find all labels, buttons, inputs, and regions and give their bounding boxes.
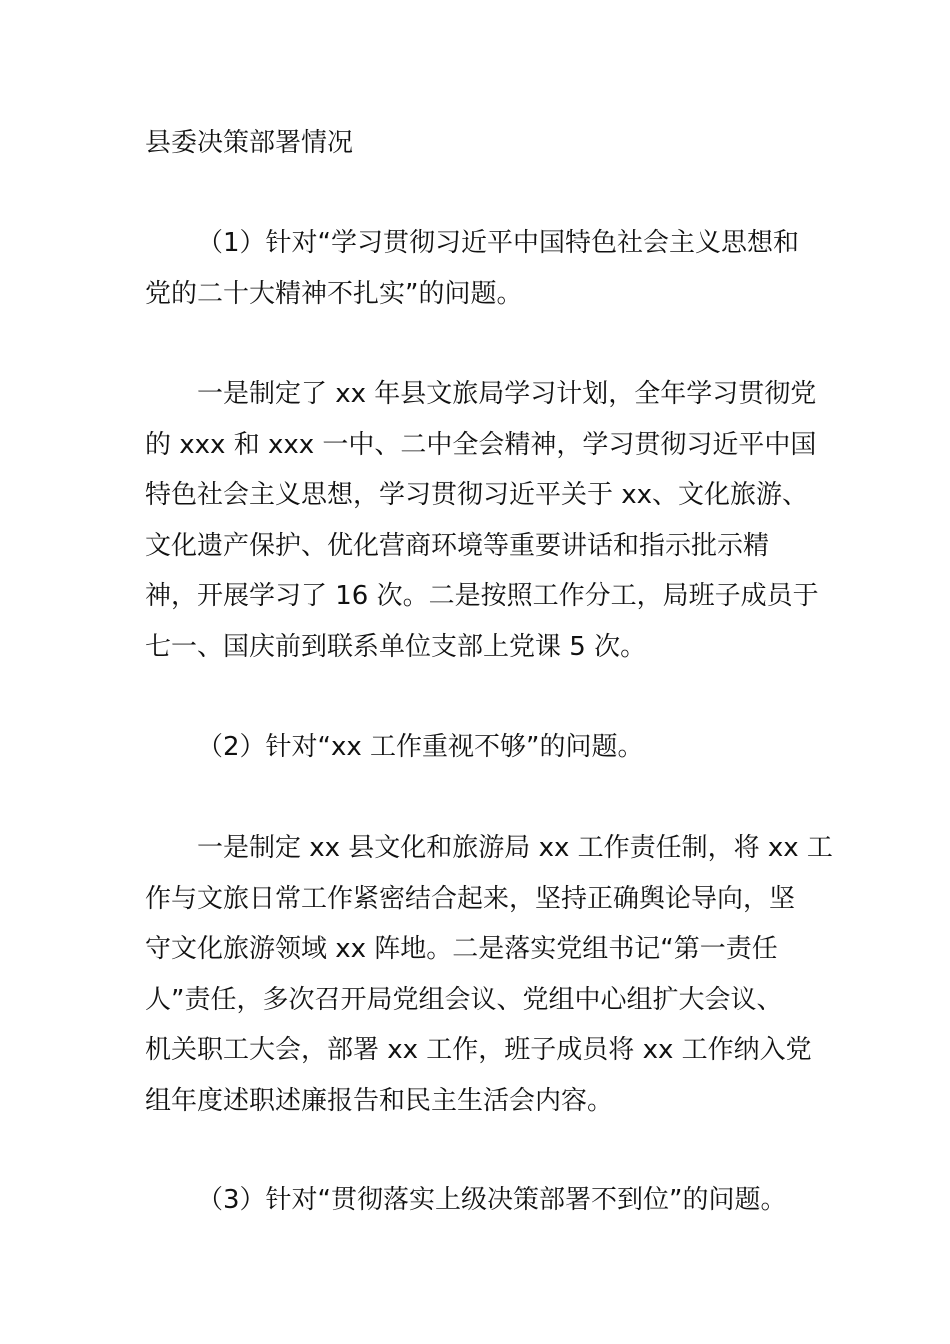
- paragraph-line: 守文化旅游领域 xx 阵地。二是落实党组书记“第一责任: [145, 934, 778, 964]
- paragraph-line: 一是制定了 xx 年县文旅局学习计划，全年学习贯彻党: [197, 379, 817, 409]
- paragraph-4: [145, 823, 833, 1126]
- section-heading: [145, 118, 810, 169]
- paragraph-line: 人”责任，多次召开局党组会议、党组中心组扩大会议、: [145, 984, 783, 1015]
- paragraph-line: （2）针对“xx 工作重视不够”的问题。: [197, 732, 644, 762]
- paragraph-1: [145, 218, 810, 319]
- paragraph-line: 七一、国庆前到联系单位支部上党课 5 次。: [145, 631, 647, 662]
- paragraph-line: 一是制定 xx 县文化和旅游局 xx 工作责任制，将 xx 工: [197, 833, 833, 863]
- paragraph-line: 特色社会主义思想，学习贯彻习近平关于 xx、文化旅游、: [145, 480, 809, 510]
- paragraph-line: 党的二十大精神不扎实”的问题。: [145, 278, 523, 309]
- paragraph-line: 作与文旅日常工作紧密结合起来，坚持正确舆论导向，坚: [145, 883, 796, 914]
- heading-line: 县委决策部署情况: [145, 128, 354, 158]
- paragraph-line: 机关职工大会，部署 xx 工作，班子成员将 xx 工作纳入党: [145, 1035, 812, 1065]
- paragraph-3: [145, 722, 810, 773]
- paragraph-line: （1）针对“学习贯彻习近平中国特色社会主义思想和: [197, 228, 800, 258]
- paragraph-line: 文化遗产保护、优化营商环境等重要讲话和指示批示精: [145, 530, 770, 561]
- paragraph-line: 组年度述职述廉报告和民主生活会内容。: [145, 1085, 614, 1116]
- paragraph-5: [145, 1175, 810, 1226]
- paragraph-line: 的 xxx 和 xxx 一中、二中全会精神，学习贯彻习近平中国: [145, 429, 817, 460]
- paragraph-line: 神，开展学习了 16 次。二是按照工作分工，局班子成员于: [145, 581, 819, 611]
- paragraph-line: （3）针对“贯彻落实上级决策部署不到位”的问题。: [197, 1185, 787, 1215]
- paragraph-2: [145, 369, 819, 672]
